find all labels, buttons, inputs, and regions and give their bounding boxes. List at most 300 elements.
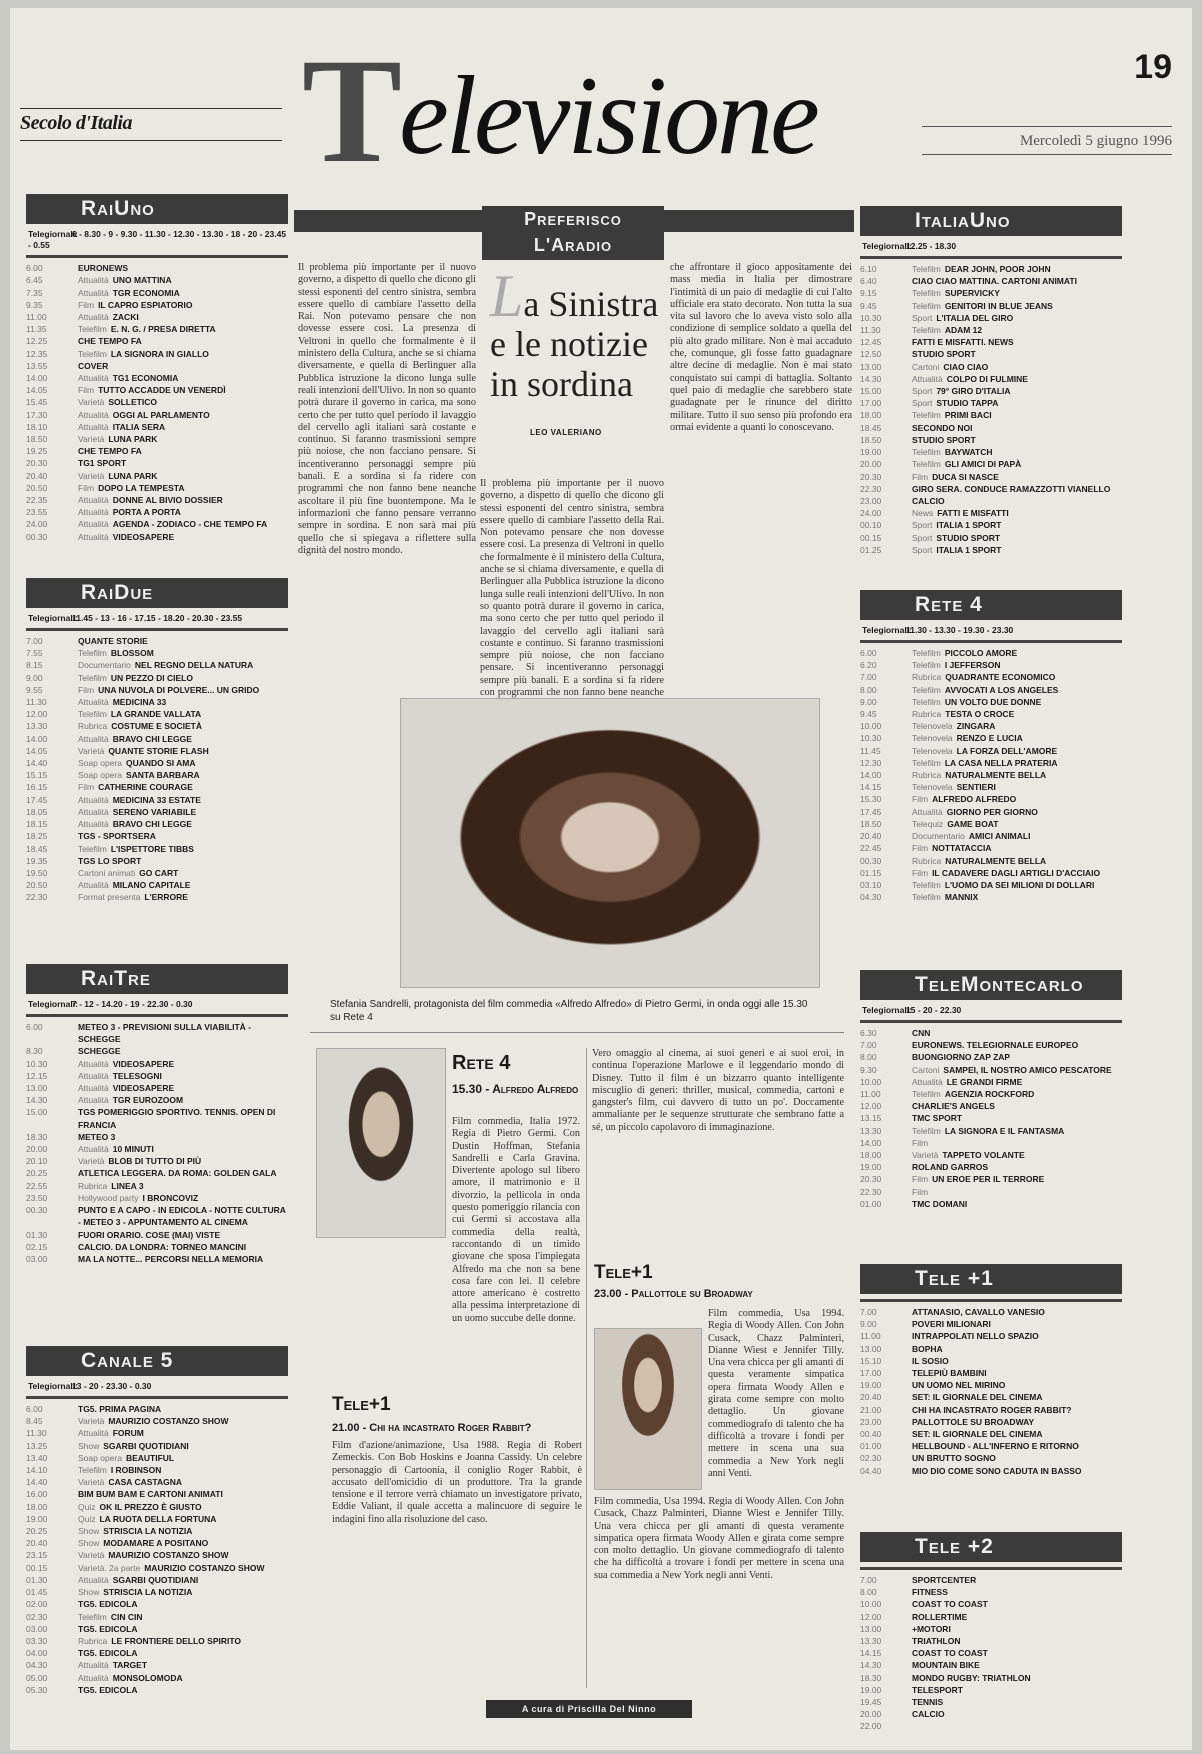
program-entry [912,1318,991,1330]
program-title: TG5. EDICOLA [78,1648,138,1659]
tg-label: Telegiornali: [28,999,78,1009]
program-title: CNN [912,1028,931,1039]
program-title: NATURALMENTE BELLA [945,855,1047,866]
program-time: 01.00 [860,1441,882,1452]
program-time: 18.00 [26,1501,48,1512]
program-genre: Film [78,782,95,793]
program-genre: Attualità [78,1574,109,1585]
program-time: 22.35 [26,494,48,505]
box-text: Film d'azione/animazione, Usa 1988. Regia di Robert Zemeckis. Con Bob Hoskins e Joanna Cassidy. Un celebre personaggio di Cartoonia, il coniglio Roger Rabbit, è accusato dell'omicidio di un produttore. Tra la grande tensione e il terrore verrà chiamato un investigatore privato, Eddie Valiant, il quale accetta a malincuore di seguire le indagini fino alla risoluzione del caso. [332,1440,582,1525]
program-time: 18.50 [26,433,48,444]
channel-title: RaiUno [26,194,288,224]
program-time: 11.00 [26,311,47,322]
program-genre: Show [78,1440,100,1451]
program-title: TAPPETO VOLANTE [942,1150,1025,1161]
program-title: MAURIZIO COSTANZO SHOW [144,1562,265,1573]
program-row [860,434,1122,446]
program-row [26,1021,288,1045]
program-time: 6.00 [26,1404,43,1415]
program-time: 00.15 [26,1562,48,1573]
program-row [26,769,288,781]
program-row [26,855,288,867]
divider [922,154,1172,155]
program-entry [78,1464,161,1476]
program-time: 02.00 [26,1599,48,1610]
program-entry [78,384,226,396]
program-time: 19.35 [26,855,48,866]
channel-tmc [860,970,1122,1210]
program-time: 14.10 [26,1465,48,1476]
program-genre: Film [912,1174,929,1185]
program-title: COLPO DI FULMINE [946,373,1028,384]
program-title: FORUM [112,1428,144,1439]
program-time: 17.45 [26,794,48,805]
program-time: 12.00 [860,1101,882,1112]
program-entry [78,1574,198,1586]
program-time: 04.40 [860,1465,882,1476]
program-entry [78,482,184,494]
program-title: BLOSSOM [110,648,154,659]
program-title: ITALIA 1 SPORT [936,544,1002,555]
program-entry [912,1404,1071,1416]
program-row [860,373,1122,385]
program-title: GLI AMICI DI PAPÀ [944,459,1022,470]
program-list [860,647,1122,903]
program-entry [912,1330,1039,1342]
program-time: 13.30 [860,1125,882,1136]
program-genre: Attualità [78,819,109,830]
program-entry [912,1696,943,1708]
program-row [26,323,288,335]
program-title: MILANO CAPITALE [112,880,191,891]
program-time: 14.00 [860,770,882,781]
program-row [860,867,1122,879]
program-genre: Attualità [78,697,109,708]
program-entry [912,769,1046,781]
program-time: 20.50 [26,880,48,891]
program-time: 8.00 [860,1052,877,1063]
program-title: AMICI ANIMALI [968,831,1031,842]
program-title: TRIATHLON [912,1636,961,1647]
program-row [860,1051,1122,1063]
program-title: LA GRANDE VALLATA [110,709,202,720]
program-title: CASA CASTAGNA [108,1477,182,1488]
program-row [26,696,288,708]
program-row [26,818,288,830]
program-row [860,781,1122,793]
program-time: 19.45 [860,1697,882,1708]
program-row [26,1476,288,1488]
program-row [860,1659,1122,1671]
program-row [26,781,288,793]
program-row [26,1440,288,1452]
program-title: CHARLIE'S ANGELS [912,1101,995,1112]
program-row [860,806,1122,818]
program-time: 19.00 [860,1684,882,1695]
program-title: MAURIZIO COSTANZO SHOW [108,1550,229,1561]
photo-caption: Stefania Sandrelli, protagonista del film commedia «Alfredo Alfredo» di Pietro Germi, in onda oggi alle 15.30 su Rete 4 [330,999,808,1023]
program-time: 18.10 [26,421,48,432]
program-row [860,793,1122,805]
program-entry [78,794,201,806]
program-row [26,1452,288,1464]
program-row [860,324,1122,336]
section-credit: A cura di Priscilla Del Ninno [486,1700,692,1718]
program-list [860,1306,1122,1477]
program-row [26,482,288,494]
tg-times-value: 11.45 - 13 - 16 - 17.15 - 18.20 - 20.30 - 23.55 [72,613,243,623]
program-row [860,1306,1122,1318]
program-time: 18.30 [860,1672,882,1683]
program-genre: Telefilm [78,648,107,659]
program-title: BLOB DI TUTTO DI PIÙ [108,1156,202,1167]
program-row [860,1186,1122,1198]
program-title: FATTI E MISFATTI [937,508,1009,519]
program-entry [78,1549,229,1561]
program-time: 11.30 [26,697,47,708]
program-time: 00.40 [860,1429,882,1440]
box-text: Film commedia, Italia 1972. Regia di Pietro Germi. Con Dustin Hoffman, Stefania Sandrelli e Carla Gravina. Divertente apologo sul libero amore, il matrimonio e il divorzio, la pellicola in onda questo pomeriggio rilancia con cui Germi si accostava alla commedia della realtà, raccontando di un timido giovane che sposa l'impiegata Alfredo ma che non sa bene cosa fare con lei. Il celebre attore americano è costretto alla pessima interpretazione di un uomo succube delle donne. [452,1116,580,1324]
channel-title: Tele +2 [860,1532,1122,1562]
program-entry [912,879,1094,891]
program-list [860,1574,1122,1733]
program-row [26,1058,288,1070]
program-entry [912,1027,930,1039]
program-title: GENITORI IN BLUE JEANS [944,300,1053,311]
program-time: 10.30 [26,1058,48,1069]
program-title: MIO DIO COME SONO CADUTA IN BASSO [912,1465,1082,1476]
program-time: 21.00 [860,1404,882,1415]
tg-times-value: 15 - 20 - 22.30 [906,1005,962,1015]
article-column: Il problema più importante per il nuovo governo, a dispetto di quello che dicono gli stessi esponenti del centro sinistra, sembra essere quello di cambiare l'assetto della Rai. Non potevamo pensare che non dovesse essere così. La presenza di Veltroni in quello che formalmente è il ministero della Cultura, anche se si chiama diversamente, e quella di Berlinguer alla Pubblica istruzione la dicono lunga sulle reali intenzioni dell'Ulivo. In non so quanto potrà durare il governo in carica, ma sono certo che per tutto quel periodo il lavaggio del cervello agli italiani sarà costante e continuo. Si faranno trasmissioni sempre più noiose, che non facciano pensare. Si incentiveranno personaggi sempre più banali. E a sordina si fa ridere con programmi che non fanno bene neanche [480,478,664,699]
program-entry [78,867,178,879]
program-time: 9.55 [26,684,43,695]
program-row [860,1173,1122,1185]
program-row [26,287,288,299]
program-title: MEDICINA 33 [112,697,167,708]
program-entry [912,507,1009,519]
tg-times [26,608,288,631]
program-row [860,1465,1122,1477]
program-row [860,1318,1122,1330]
program-time: 18.30 [26,1131,48,1142]
program-time: 22.55 [26,1180,48,1191]
program-time: 20.00 [26,1144,48,1155]
program-time: 14.00 [860,1137,882,1148]
program-genre: Show [78,1538,100,1549]
program-row [860,696,1122,708]
program-title: NOTTATACCIA [932,843,992,854]
program-row [860,1404,1122,1416]
program-title: VIDEOSAPERE [112,531,175,542]
program-genre: Telenovela [912,782,953,793]
program-title: QUANTE STORIE [78,636,148,647]
tg-label: Telegiornali: [28,613,78,623]
tg-times-value: 12.25 - 18.30 [906,241,957,251]
program-time: 18.50 [860,818,882,829]
program-row [860,732,1122,744]
program-entry [912,446,993,458]
program-genre: Telefilm [78,348,107,359]
program-row [26,311,288,323]
program-time: 14.40 [26,1477,48,1488]
program-row [860,1574,1122,1586]
program-row [26,274,288,286]
program-time: 10.00 [860,1076,882,1087]
article-column: che affrontare il gioco appositamente dei mass media in Italia per dimostrare l'intimità di un paio di medaglie di cui l'alto ufficiale era stato decorato. Non tutta la sua vita sul lavoro che lo aveva visto solo alla condizione di semplice soldato a quella del più alto grado militare. Non è mai accaduto che, comunque, gli fosse fatto guadagnare altre decine di medaglie. Non è mai stato conquistato sui campi di battaglia. Soltanto quel paio di medaglie che sarebbero state guadagnate per le rinunce del diritto militare. Tutto il suo senso più profondo era ormai evidente a quanti lo conoscevano. [670,262,852,433]
program-row [860,361,1122,373]
program-genre: Telefilm [912,410,941,421]
program-entry [912,519,1002,531]
program-time: 20.00 [860,459,882,470]
program-row [860,446,1122,458]
program-title: CALCIO [912,495,945,506]
program-row [860,1027,1122,1039]
program-title: I ROBINSON [110,1465,162,1476]
program-genre: Attualità [78,421,109,432]
photo-jennifer-tilly [594,1328,702,1490]
program-entry [78,757,196,769]
program-genre: Attualità [78,794,109,805]
program-genre: Telefilm [912,325,941,336]
program-genre: Film [912,867,929,878]
program-entry [78,1229,220,1241]
program-title: PUNTO E A CAPO - IN EDICOLA - NOTTE CULTURA - METEO 3 - APPUNTAMENTO AL CINEMA [78,1205,286,1228]
program-entry [912,300,1053,312]
program-row [860,818,1122,830]
program-genre: Hollywood party [78,1192,139,1203]
program-time: 9.00 [860,1319,877,1330]
program-title: CHE TEMPO FA [78,336,142,347]
program-time: 19.00 [860,1162,882,1173]
program-title: UN UOMO NEL MIRINO [912,1380,1006,1391]
program-time: 05.30 [26,1684,48,1695]
program-entry [912,312,1013,324]
program-genre: Soap opera [78,1452,122,1463]
page-header [10,8,1192,198]
program-time: 20.30 [26,458,48,469]
program-entry [912,891,978,903]
program-time: 9.15 [860,288,877,299]
program-title: STUDIO SPORT [912,349,976,360]
box-title: 15.30 - Alfredo Alfredo [452,1082,579,1096]
program-genre: Rubrica [78,1635,108,1646]
program-title: COVER [78,360,109,371]
program-row [860,1672,1122,1684]
program-entry [78,1623,138,1635]
program-title: SPORTCENTER [912,1575,977,1585]
program-entry [912,275,1077,287]
program-time: 23.55 [26,507,48,518]
program-time: 14.15 [860,782,882,793]
channel-rete4 [860,590,1122,903]
program-time: 11.00 [860,1089,881,1100]
program-time: 13.25 [26,1440,48,1451]
program-list [26,262,288,543]
program-title: DONNE AL BIVIO DOSSIER [112,494,223,505]
program-row [26,806,288,818]
program-time: 14.30 [860,373,882,384]
program-time: 15.30 [860,794,882,805]
program-entry [912,1440,1079,1452]
box-title: 23.00 - Pallottole su Broadway [594,1288,753,1300]
program-title: ITALIA 1 SPORT [936,520,1002,531]
program-entry [912,385,1011,397]
program-time: 23.00 [860,1416,882,1427]
program-genre: Rubrica [912,709,942,720]
program-entry [78,843,194,855]
program-title: LA FORZA DELL'AMORE [956,745,1058,756]
divider [922,126,1172,127]
program-entry [78,1167,276,1179]
program-title: MONSOLOMODA [112,1672,183,1683]
program-title: QUANDO SI AMA [125,758,196,769]
program-row [26,843,288,855]
program-time: 18.50 [860,434,882,445]
program-time: 17.00 [860,1368,882,1379]
program-time: 20.40 [26,470,48,481]
program-title: STRISCIA LA NOTIZIA [103,1526,193,1537]
program-genre: Telefilm [912,300,941,311]
program-row [26,433,288,445]
program-title: LINEA 3 [111,1180,144,1191]
program-time: 17.45 [860,806,882,817]
program-time: 18.00 [860,410,882,421]
program-genre: Attualità [78,275,109,286]
program-time: 18.25 [26,831,48,842]
program-time: 8.15 [26,660,43,671]
program-genre: Varietà [78,470,105,481]
program-row [860,532,1122,544]
program-time: 12.00 [26,709,48,720]
program-entry [78,879,190,891]
program-entry [912,1684,963,1696]
program-time: 13.00 [860,1343,882,1354]
program-entry [78,274,172,286]
program-row [26,1045,288,1057]
program-entry [912,1064,1112,1076]
program-row [860,855,1122,867]
program-row [26,348,288,360]
program-title: TGR EUROZOOM [112,1095,184,1106]
program-time: 8.00 [860,1587,877,1598]
program-genre: Film [78,385,95,396]
program-time: 7.00 [860,1040,877,1051]
program-row [26,635,288,647]
program-title: IL CAPRO ESPIATORIO [98,299,193,310]
program-title: ITALIA SERA [112,421,166,432]
program-title: NEL REGNO DELLA NATURA [134,660,254,671]
program-time: 17.00 [860,398,882,409]
program-entry [912,1708,945,1720]
program-title: TMC SPORT [912,1113,963,1124]
channel-title: ItaliaUno [860,206,1122,236]
program-genre: Telenovela [912,733,953,744]
program-row [26,1513,288,1525]
program-title: SUPERVICKY [944,288,1000,299]
program-time: 19.50 [26,867,48,878]
program-genre: Cartoni animati [78,867,136,878]
program-time: 6.45 [26,275,43,286]
program-title: RENZO E LUCIA [956,733,1023,744]
program-row [26,733,288,745]
program-row [860,1088,1122,1100]
program-time: 18.05 [26,806,48,817]
program-title: HELLBOUND - ALL'INFERNO E RITORNO [912,1441,1079,1452]
program-row [26,1611,288,1623]
program-genre: Varietà [78,1156,105,1167]
program-row [860,471,1122,483]
program-title: SERENO VARIABILE [112,806,197,817]
program-entry [78,494,223,506]
program-row [26,708,288,720]
program-time: 15.00 [26,1107,48,1118]
program-time: 03.30 [26,1635,48,1646]
channel-raidue [26,578,288,904]
program-entry [78,659,253,671]
program-time: 12.30 [860,757,882,768]
program-entry [78,1070,162,1082]
program-row [26,684,288,696]
program-genre: Attualità [912,373,943,384]
program-genre: Attualità [78,733,109,744]
tg-times [26,224,288,258]
program-entry [78,457,126,469]
program-genre: Attualità [78,494,109,505]
program-entry [912,1659,980,1671]
program-entry [912,1611,967,1623]
channel-canale5 [26,1346,288,1696]
program-time: 03.10 [860,879,882,890]
program-title: TG5. EDICOLA [78,1684,138,1695]
program-entry [78,733,192,745]
program-time: 24.00 [26,519,48,530]
program-row [26,372,288,384]
program-entry [78,1021,288,1045]
program-time: 11.30 [860,325,881,336]
program-time: 03.00 [26,1253,48,1264]
program-title: L'ERRORE [144,892,188,903]
kicker-label [482,206,664,260]
program-time: 9.30 [860,1064,877,1075]
program-entry [912,1125,1064,1137]
program-time: 18.45 [26,843,48,854]
program-row [860,1623,1122,1635]
program-row [26,494,288,506]
program-title: UN BRUTTO SOGNO [912,1453,996,1464]
program-genre: Cartoni [912,361,940,372]
program-row [860,1161,1122,1173]
program-time: 14.00 [26,733,48,744]
program-row [26,506,288,518]
program-title: PALLOTTOLE SU BROADWAY [912,1416,1035,1427]
program-genre: Telefilm [912,288,941,299]
program-title: GAME BOAT [947,818,999,829]
program-title: 79° GIRO D'ITALIA [936,386,1011,397]
program-entry [78,1440,189,1452]
program-genre: Telefilm [912,757,941,768]
program-title: BRAVO CHI LEGGE [112,733,192,744]
program-entry [78,1415,229,1427]
program-entry [78,1562,264,1574]
program-title: ROLAND GARROS [912,1162,989,1173]
program-genre: Sport [912,544,933,555]
program-title: CATHERINE COURAGE [98,782,193,793]
program-time: 20.10 [26,1156,48,1167]
program-genre: Telequiz [912,818,944,829]
program-genre: Attualità [78,806,109,817]
program-title: MONDO RUGBY: TRIATHLON [912,1672,1031,1683]
